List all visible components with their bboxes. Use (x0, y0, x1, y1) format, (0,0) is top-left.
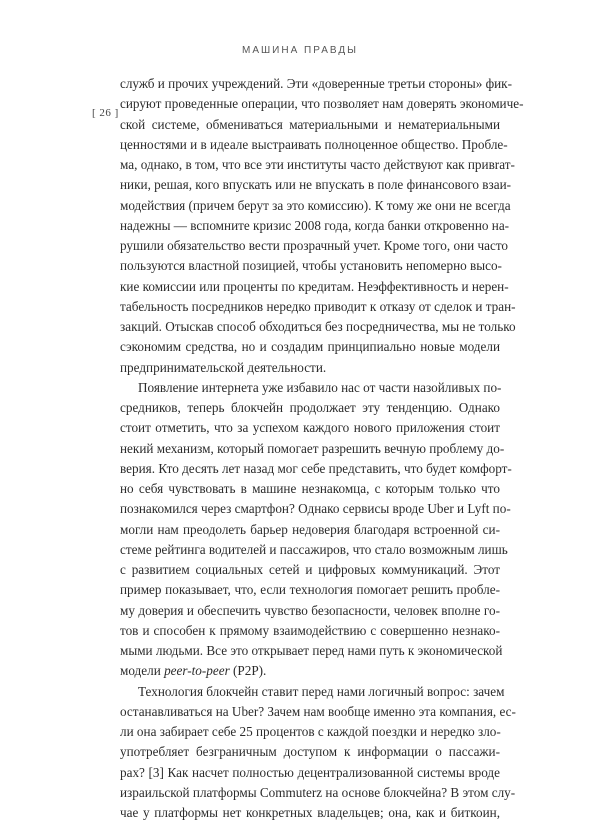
text-line: сируют проведенные операции, что позволяет нам доверять экономиче- (120, 96, 524, 112)
text-line-p2p (120, 661, 500, 681)
text-line: некий механизм, который помогает разрешить вечную проблему до- (120, 440, 505, 456)
running-head: МАШИНА ПРАВДЫ (242, 45, 358, 56)
text-fragment: модели (120, 663, 165, 679)
text-line: познакомился через смартфон? Однако сервисы вроде Uber и Lyft по- (120, 501, 511, 517)
text-line: стеме рейтинга водителей и пассажиров, что стало возможным лишь (120, 541, 508, 557)
text-line: с развитием социальных сетей и цифровых коммуникаций. Этот (120, 562, 500, 577)
text-line: чае у платформы нет конкретных владельцев; она, как и биткоин, (120, 805, 500, 820)
text-line: Технология блокчейн ставит перед нами логичный вопрос: зачем (138, 683, 505, 699)
text-fragment: (P2P). (229, 663, 267, 679)
text-line: рах? [3] Как насчет полностью децентрализованной системы вроде (120, 764, 500, 780)
text-line: му доверия и обеспечить чувство безопасности, человек вполне го- (120, 602, 500, 618)
text-line: табельность посредников нередко приводит к отказу от сделок и тран- (120, 298, 516, 314)
text-line: ценностями и в идеале выстраивать полноценное общество. Пробле- (120, 136, 508, 152)
text-line: пользуются властной позицией, чтобы установить непомерно высо- (120, 258, 502, 274)
body-text (120, 74, 524, 823)
text-line: Появление интернета уже избавило нас от части назойливых по- (138, 379, 502, 395)
text-line: модействия (причем берут за это комиссию). К тому же они не всегда (120, 197, 511, 213)
text-line: но себя чувствовать в машине незнакомца, с которым только что (120, 481, 500, 496)
text-line: верия. Кто десять лет назад мог себе представить, что будет комфорт- (120, 460, 512, 476)
text-line: употребляет безграничным доступом к информации о пассажи- (120, 744, 500, 760)
text-line: тов и способен к прямому взаимодействию с совершенно незнако- (120, 622, 500, 638)
text-line: служб и прочих учреждений. Эти «доверенные третьи стороны» фик- (120, 76, 512, 91)
text-line: мыми людьми. Все это открывает перед нами путь к экономической (120, 643, 503, 658)
text-line: стоит отметить, что за успехом каждого нового приложения стоит (120, 420, 500, 436)
text-line: надежны — вспомните кризис 2008 года, когда банки откровенно на- (120, 217, 510, 233)
text-line: кие комиссии или проценты по кредитам. Неэффективность и нерен- (120, 278, 509, 294)
text-line: средников, теперь блокчейн продолжает эту тенденцию. Однако (120, 400, 500, 415)
text-line: ли она забирает себе 25 процентов с каждой поездки и нередко зло- (120, 724, 501, 739)
text-line: ской системе, обмениваться материальными и нематериальными (120, 116, 500, 132)
text-line: израильской платформы Commuterz на основе блокчейна? В этом слу- (120, 784, 516, 800)
italic-term: peer-to-peer (164, 663, 230, 679)
text-line: сэкономим средства, но и создадим принципиально новые модели (120, 339, 500, 355)
text-line: останавливаться на Uber? Зачем нам вообще именно эта компания, ес- (120, 703, 516, 719)
text-line: закций. Отыскав способ обходиться без посредничества, мы не только (120, 319, 516, 334)
page-number: [ 26 ] (92, 107, 119, 119)
text-line: пример показывает, что, если технология помогает решить пробле- (120, 582, 500, 598)
text-line: ма, однако, в том, что все эти институты часто действуют как привrат- (120, 157, 515, 172)
text-line: предпринимательской деятельности. (120, 359, 327, 375)
text-line: могли нам преодолеть барьер недоверия благодаря встроенной си- (120, 521, 500, 537)
text-line: рушили обязательство вести прозрачный учет. Кроме того, они часто (120, 238, 509, 253)
text-line: ники, решая, кого впускать или не впускать в поле финансового взаи- (120, 177, 512, 193)
